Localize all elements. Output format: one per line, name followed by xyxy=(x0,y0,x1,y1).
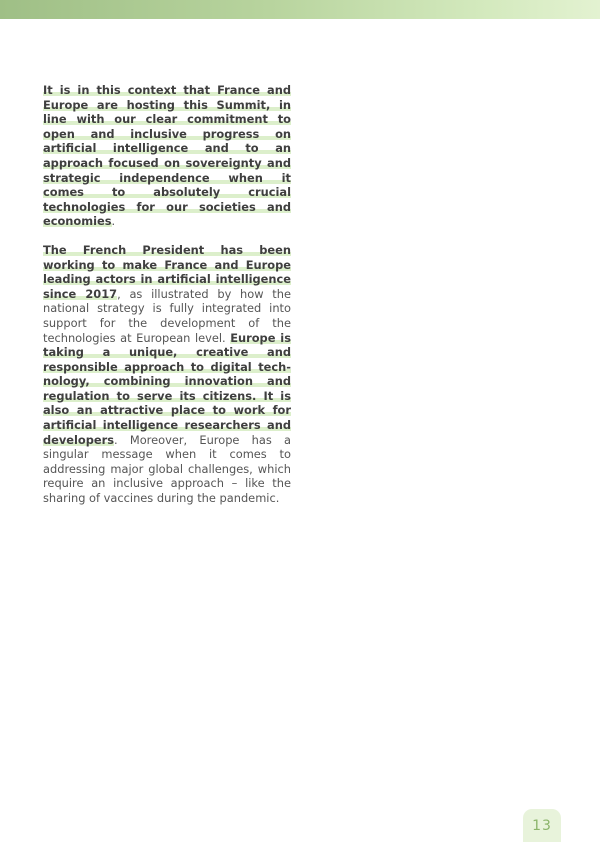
body-text xyxy=(43,83,291,506)
highlighted-text: Europe is taking a unique, creative and responsible approach to digital technology, combining innovation and regulation to serve its citizens. It is also an attractive place to work for artificial intelligence researchers and developers xyxy=(43,330,291,447)
page-number-badge xyxy=(523,809,561,842)
header-color-band xyxy=(0,0,600,19)
plain-text: , as illustrated by how the national strategy is fully integrated into support for the development of the technologies at European level. xyxy=(43,286,291,345)
plain-text: . Moreover, Europe has a singular message when it comes to addressing major global challenges, which require an inclusive approach – like the sharing of vaccines during the pandemic. xyxy=(43,432,291,506)
page-number: 13 xyxy=(532,817,552,834)
highlighted-text: The French President has been working to make France and Europe leading actors in artificial intelligence since 2017 xyxy=(43,242,291,301)
paragraph-context xyxy=(43,83,291,229)
paragraph-french-president xyxy=(43,243,291,506)
plain-text: . xyxy=(111,214,116,229)
highlighted-text: It is in this context that France and Europe are hosting this Summit, in line with our clear commitment to open and inclusive progress on artificial intelligence and to an approach focused on sovereignty and strategic independence when it comes to absolutely crucial technologies for our societies and economies xyxy=(43,83,291,229)
